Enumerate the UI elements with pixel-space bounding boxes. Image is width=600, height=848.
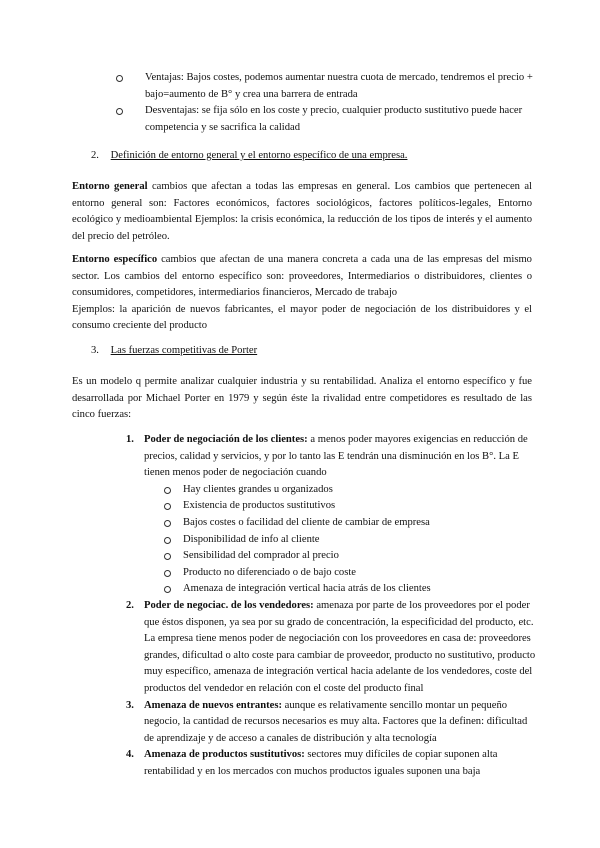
list-item: Desventajas: se fija sólo en los coste y precio, cualquier producto sustitutivo puede hacer competencia y se sacrifica la calidad — [116, 103, 536, 136]
entorno-especifico-paragraph — [72, 252, 532, 335]
section-number: 3. — [91, 345, 99, 356]
section-heading-3 — [91, 343, 257, 360]
term-label: Entorno general — [72, 181, 148, 192]
section-title: Las fuerzas competitivas de Porter — [110, 345, 258, 356]
force-number: 3. — [126, 699, 134, 711]
porter-intro-paragraph: Es un modelo q permite analizar cualquier industria y su rentabilidad. Analiza el entorno específico y fue desarrollada por Michael Porter en 1979 y según éste la rivalidad entre competidores es resultado de las cinco fuerzas: — [72, 376, 532, 421]
force-item-1 — [126, 432, 536, 598]
section-heading-2 — [91, 148, 407, 165]
term-label: Entorno específico — [72, 254, 158, 265]
paragraph-text: cambios que afectan a todas las empresas en general. Los cambios que pertenecen al entorno general son: Factores económicos, factores sociológicos, factores políticos-legales, Entorno ecológico y medioambiental Ejemplos: la crisis económica, la reducción de los tipos de interés y el aumento del precio del petróleo. — [72, 181, 532, 242]
list-item: Sensibilidad del comprador al precio — [164, 548, 536, 565]
force-text: a menos poder mayores exigencias en reducción de precios, calidad y servicios, y por lo tanto las E tendrán una disminución en los B°. La E tienen menos poder de negociación cuando — [144, 434, 528, 479]
list-item: Hay clientes grandes u organizados — [164, 482, 536, 499]
force-text: aunque es relativamente sencillo montar un pequeño negocio, la cantidad de recursos necesarios es muy alta. Factores que la definen: dificultad de aprendizaje y de acceso a canales de distribución y alta tecnología — [144, 699, 528, 744]
list-item: Producto no diferenciado o de bajo coste — [164, 565, 536, 582]
force-name: Amenaza de productos sustitutivos: — [144, 749, 305, 761]
list-item: Amenaza de integración vertical hacia atrás de los clientes — [164, 581, 536, 598]
force-text: sectores muy difíciles de copiar suponen alta rentabilidad y en los mercados con muchos productos iguales suponen una baja — [144, 749, 498, 777]
force-name: Poder de negociac. de los vendedores: — [144, 599, 314, 611]
section-number: 2. — [91, 150, 99, 161]
force-item-3 — [126, 698, 536, 748]
section-title: Definición de entorno general y el entorno específico de una empresa. — [110, 150, 408, 161]
list-item: Bajos costes o facilidad del cliente de cambiar de empresa — [164, 515, 536, 532]
force-name: Poder de negociación de los clientes: — [144, 434, 308, 445]
force-item-2 — [126, 598, 536, 698]
force-number: 2. — [126, 599, 134, 611]
force-name: Amenaza de nuevos entrantes: — [144, 699, 282, 711]
force-number: 4. — [126, 749, 134, 761]
porter-forces-list — [126, 432, 536, 780]
list-item: Existencia de productos sustitutivos — [164, 498, 536, 515]
paragraph-text: cambios que afectan de una manera concreta a cada una de las empresas del mismo sector. Los cambios del entorno específico son: proveedores, Intermediarios o distribuidores, clientes o consumidores, competidores, intermediarios financieros, Mercado de trabajo — [72, 254, 532, 299]
advantages-list — [116, 70, 536, 136]
list-item: Ventajas: Bajos costes, podemos aumentar nuestra cuota de mercado, tendremos el precio + bajo=aumento de B° y crea una barrera de entrada — [116, 70, 536, 103]
force-conditions-list — [144, 482, 536, 598]
examples-text: Ejemplos: la aparición de nuevos fabricantes, el mayor poder de negociación de los distribuidores y el consumo creciente del producto — [72, 303, 532, 332]
force-item-4 — [126, 747, 536, 780]
entorno-general-paragraph — [72, 179, 532, 245]
list-item: Disponibilidad de info al cliente — [164, 532, 536, 549]
force-number: 1. — [126, 434, 134, 445]
force-text: amenaza por parte de los proveedores por el poder que éstos disponen, ya sea por su grado de concentración, la especificidad del producto, etc. La empresa tiene menos poder de negociación con los proveedores en casa de: proveedores grandes, dificultad o alto coste para cambiar de proveedor, producto no sustitutivo, producto muy específico, amenaza de integración vertical hacia adelante de los vendedores, coste del productos del vendedor en relación con el coste del producto final — [144, 599, 536, 694]
